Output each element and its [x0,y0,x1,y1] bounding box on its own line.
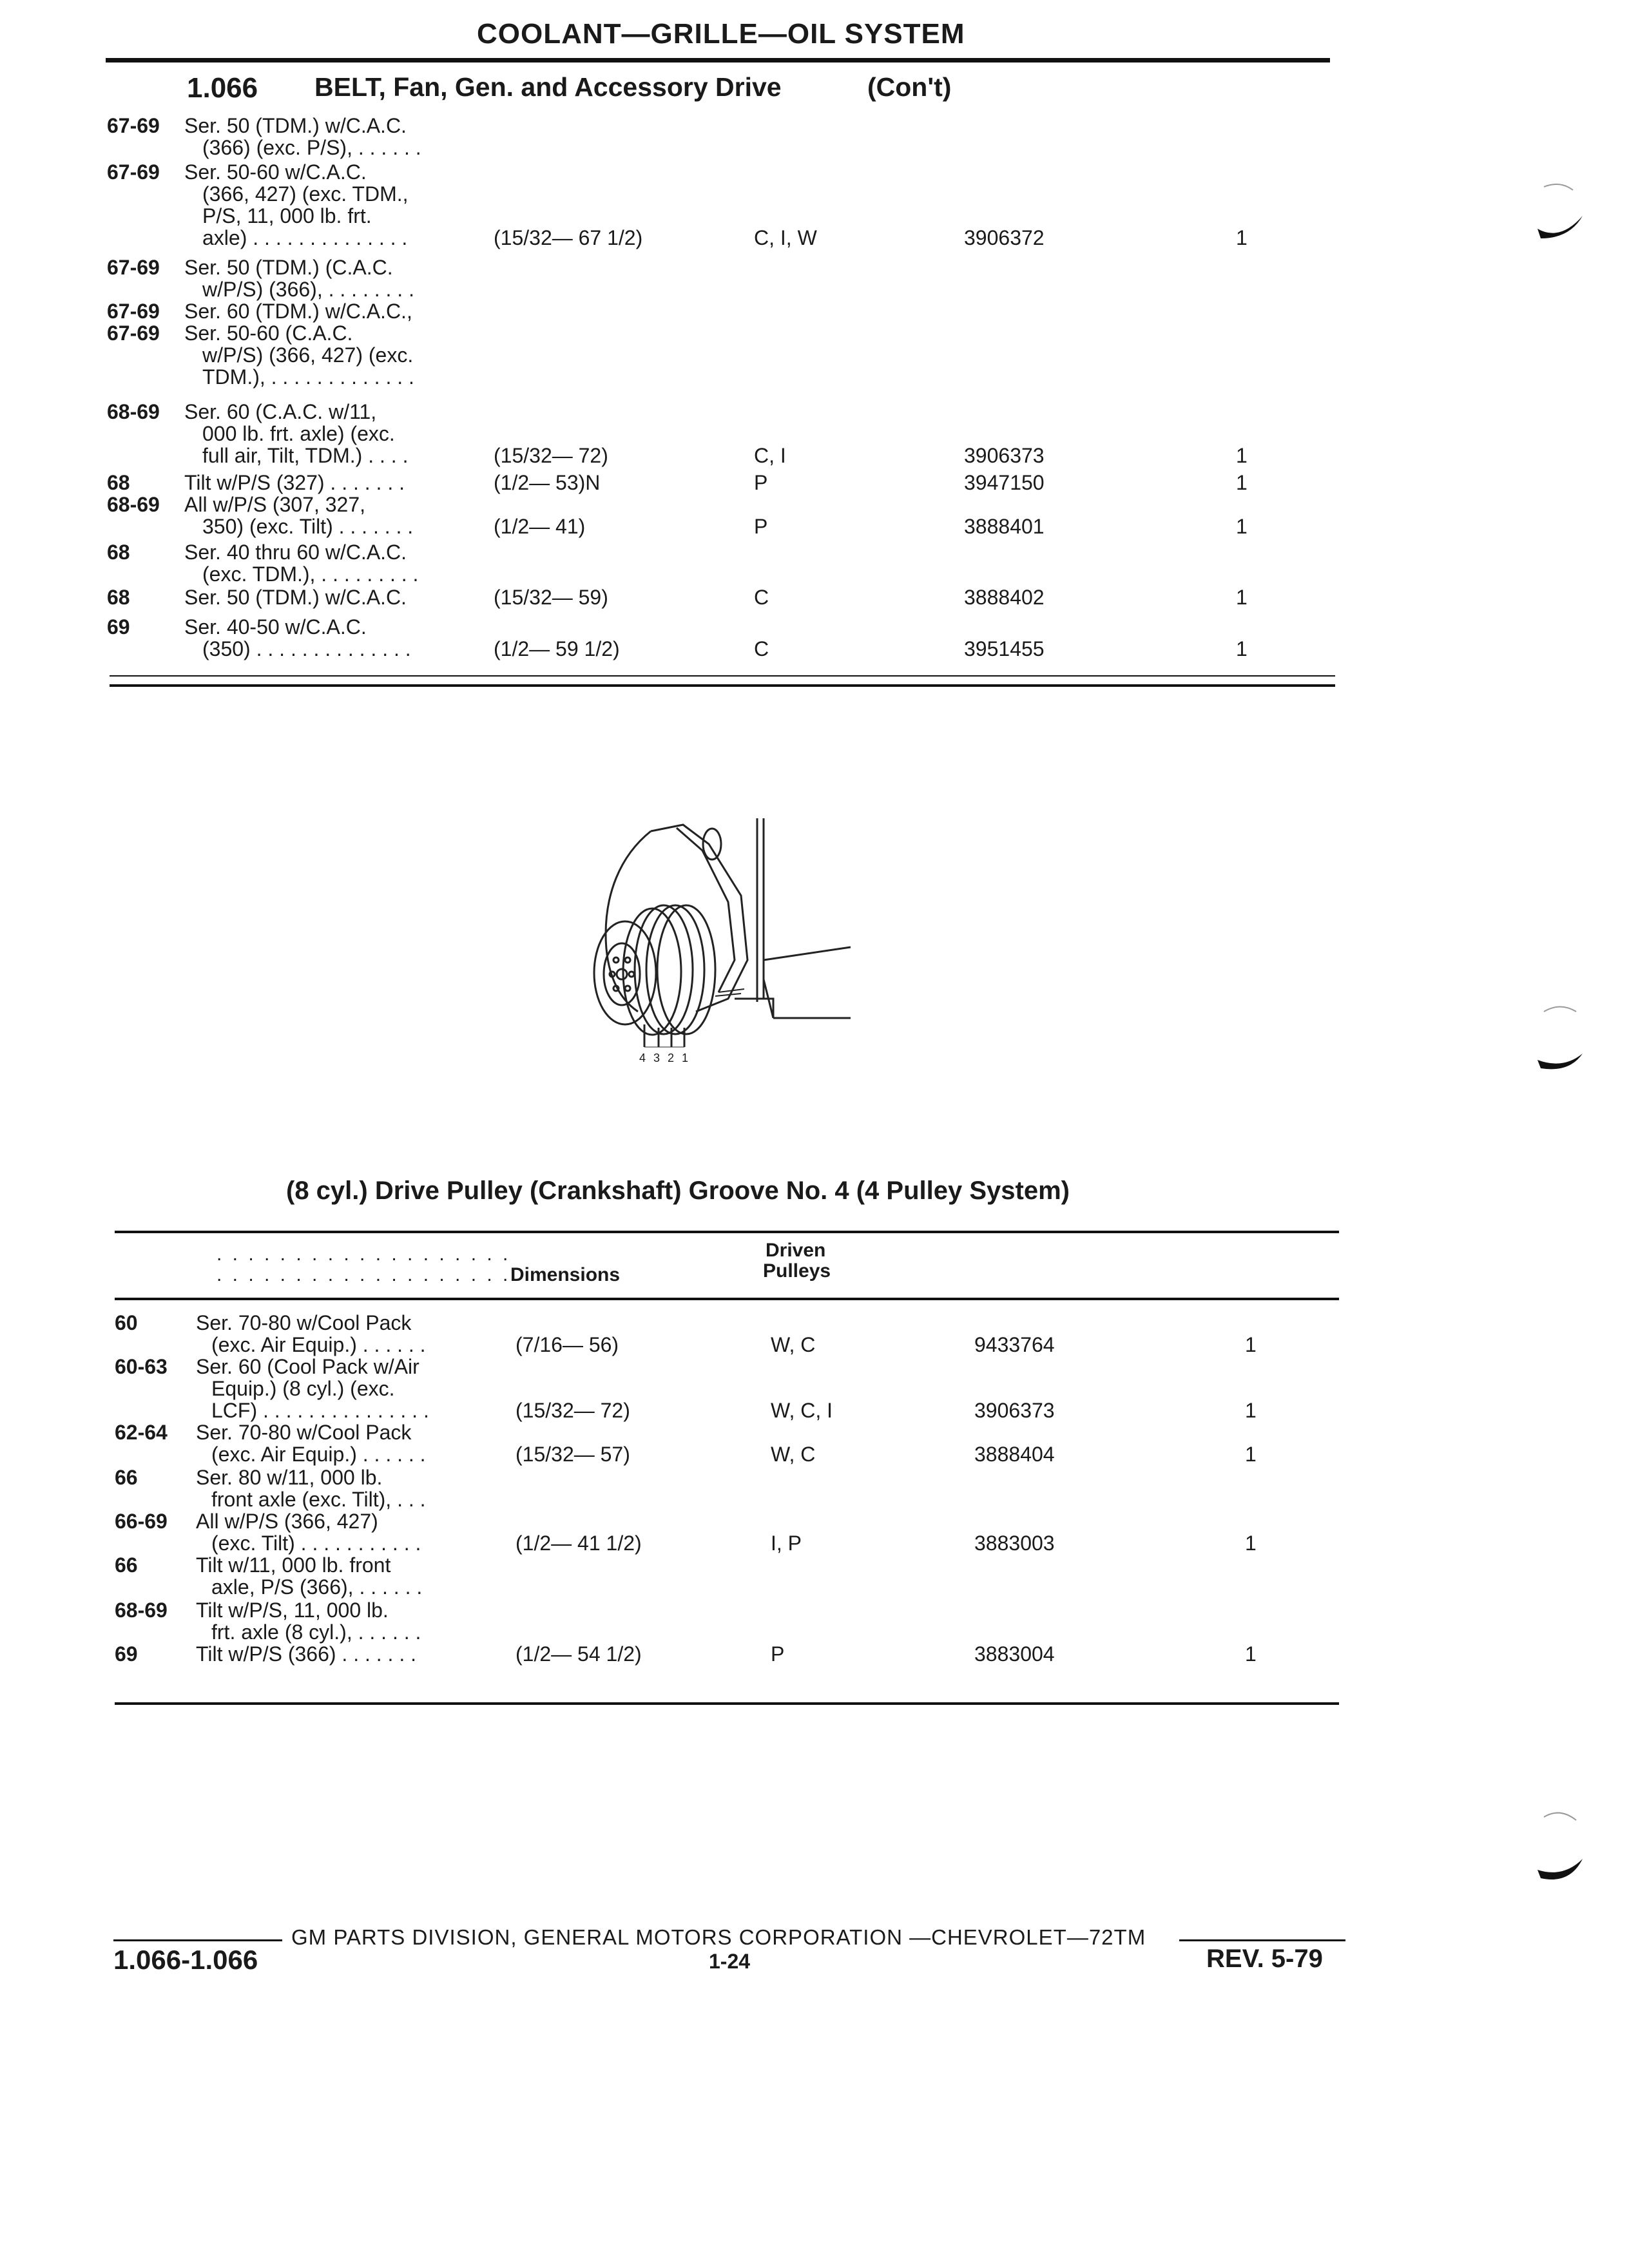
col-header-dimensions: Dimensions [510,1264,621,1285]
description-line: frt. axle (8 cyl.), . . . . . . [211,1620,421,1644]
table2-top-rule [115,1231,1339,1233]
part-number: 9433764 [974,1333,1055,1356]
application-description [184,541,418,585]
belt-dimensions: (1/2— 41) [494,515,586,538]
description-line: All w/P/S (307, 327, [184,493,366,516]
description-line: (exc. TDM.), . . . . . . . . . [202,562,419,586]
driven-pulleys: W, C [771,1443,816,1466]
model-year: 68 [107,541,130,564]
belt-dimensions: (15/32— 57) [516,1443,630,1466]
groove-label: 4 [639,1052,654,1064]
binder-mark-icon [1531,180,1589,264]
description-line: TDM.), . . . . . . . . . . . . . [202,365,414,389]
section-continued: (Con't) [867,72,952,102]
driven-pulleys: P [771,1642,785,1666]
subtable-title: (8 cyl.) Drive Pulley (Crankshaft) Groove No. 4 (4 Pulley System) [286,1177,1070,1205]
belt-dimensions: (1/2— 53)N [494,471,601,494]
description-line: 350) (exc. Tilt) . . . . . . . [202,515,414,538]
description-line: axle) . . . . . . . . . . . . . . [202,226,408,249]
quantity: 1 [1245,1333,1257,1356]
part-number: 3906373 [964,444,1045,467]
description-line: Tilt w/11, 000 lb. front [196,1553,391,1577]
pulley-illustration [580,805,857,1076]
belt-dimensions: (1/2— 41 1/2) [516,1532,642,1555]
belt-dimensions: (15/32— 72) [494,444,608,467]
application-description [184,322,414,388]
application-description [196,1643,416,1665]
application-description [196,1466,426,1510]
description-line: All w/P/S (366, 427) [196,1510,378,1533]
model-year: 68-69 [107,400,160,423]
part-number: 3888401 [964,515,1045,538]
quantity: 1 [1245,1642,1257,1666]
quantity: 1 [1236,471,1248,494]
description-line: Tilt w/P/S (366) . . . . . . . [196,1642,416,1666]
description-line: (exc. Air Equip.) . . . . . . [211,1443,426,1466]
application-description [184,256,414,300]
description-line: full air, Tilt, TDM.) . . . . [202,444,409,467]
application-description [196,1510,421,1554]
description-line: (366) (exc. P/S), . . . . . . [202,136,421,159]
model-year: 60-63 [115,1355,168,1378]
description-line: axle, P/S (366), . . . . . . [211,1575,423,1599]
description-line: Tilt w/P/S, 11, 000 lb. [196,1599,389,1622]
application-description [196,1421,426,1465]
quantity: 1 [1236,226,1248,249]
description-line: Ser. 50-60 w/C.A.C. [184,160,367,184]
groove-label: 3 [653,1052,668,1064]
model-year: 67-69 [107,256,160,279]
driven-pulleys: W, C [771,1333,816,1356]
description-line: Tilt w/P/S (327) . . . . . . . [184,471,405,494]
belt-dimensions: (15/32— 59) [494,586,608,609]
col-header-pulleys: Pulleys [763,1260,831,1282]
description-line: Ser. 50-60 (C.A.C. [184,322,353,345]
model-year: 67-69 [107,114,160,137]
part-number: 3888404 [974,1443,1055,1466]
quantity: 1 [1245,1399,1257,1422]
driven-pulleys: I, P [771,1532,802,1555]
quantity: 1 [1245,1532,1257,1555]
part-number: 3883004 [974,1642,1055,1666]
footer-rule-right [1179,1939,1345,1941]
page-title: COOLANT—GRILLE—OIL SYSTEM [477,18,965,50]
groove-labels [639,1052,696,1065]
application-description [196,1599,421,1643]
description-line: Ser. 80 w/11, 000 lb. [196,1466,383,1489]
description-line: (exc. Air Equip.) . . . . . . [211,1333,426,1356]
model-year: 67-69 [107,160,160,184]
belt-dimensions: (1/2— 54 1/2) [516,1642,642,1666]
footer-revision: REV. 5-79 [1206,1945,1323,1973]
description-line: Ser. 70-80 w/Cool Pack [196,1311,412,1334]
driven-pulleys: P [754,515,768,538]
description-line: w/P/S) (366), . . . . . . . . [202,278,414,301]
quantity: 1 [1245,1443,1257,1466]
description-line: Ser. 50 (TDM.) w/C.A.C. [184,114,407,137]
description-line: (350) . . . . . . . . . . . . . . [202,637,411,660]
driven-pulleys: C, I, W [754,226,817,249]
description-line: front axle (exc. Tilt), . . . [211,1488,426,1511]
table2-header-rule [115,1298,1339,1300]
application-description [184,472,405,494]
model-year: 66-69 [115,1510,168,1533]
description-line: Ser. 50 (TDM.) w/C.A.C. [184,586,407,609]
model-year: 60 [115,1311,138,1334]
application-description [196,1554,422,1598]
groove-label: 2 [668,1052,682,1064]
description-line: Ser. 60 (C.A.C. w/11, [184,400,377,423]
description-line: LCF) . . . . . . . . . . . . . . . [211,1399,429,1422]
application-description [196,1356,429,1421]
model-year: 68-69 [115,1599,168,1622]
belt-dimensions: (15/32— 67 1/2) [494,226,643,249]
model-year: 67-69 [107,322,160,345]
model-year: 69 [107,615,130,639]
description-line: Ser. 60 (Cool Pack w/Air [196,1355,419,1378]
footer-section-range: 1.066-1.066 [113,1945,258,1975]
footer-publisher: GM PARTS DIVISION, GENERAL MOTORS CORPORATION —CHEVROLET—72TM [291,1925,1146,1949]
belt-dimensions: (1/2— 59 1/2) [494,637,620,660]
description-line: w/P/S) (366, 427) (exc. [202,343,414,367]
driven-pulleys: C [754,637,769,660]
quantity: 1 [1236,586,1248,609]
footer-rule-left [113,1939,282,1941]
description-line: Ser. 70-80 w/Cool Pack [196,1421,412,1444]
description-line: Equip.) (8 cyl.) (exc. [211,1377,395,1400]
quantity: 1 [1236,637,1248,660]
driven-pulleys: W, C, I [771,1399,833,1422]
application-description [184,401,408,466]
model-year: 68 [107,471,130,494]
table1-rule-thin [110,675,1335,677]
part-number: 3947150 [964,471,1045,494]
description-line: Ser. 50 (TDM.) (C.A.C. [184,256,393,279]
driven-pulleys: P [754,471,768,494]
header-rule [106,58,1330,62]
belt-dimensions: (15/32— 72) [516,1399,630,1422]
header-dots: . . . . . . . . . . . . . . . . . . . [217,1244,511,1265]
application-description [184,616,411,660]
model-year: 68 [107,586,130,609]
driven-pulleys: C [754,586,769,609]
model-year: 68-69 [107,493,160,516]
part-number: 3883003 [974,1532,1055,1555]
model-year: 67-69 [107,300,160,323]
table2-bottom-rule [115,1702,1339,1705]
quantity: 1 [1236,444,1248,467]
description-line: 000 lb. frt. axle) (exc. [202,422,395,445]
model-year: 66 [115,1553,138,1577]
model-year: 69 [115,1642,138,1666]
part-number: 3906372 [964,226,1045,249]
application-description [196,1312,426,1356]
model-year: 66 [115,1466,138,1489]
model-year: 62-64 [115,1421,168,1444]
quantity: 1 [1236,515,1248,538]
application-description [184,300,412,322]
binder-mark-icon [1531,999,1589,1082]
application-description [184,115,421,159]
description-line: (exc. Tilt) . . . . . . . . . . . [211,1532,421,1555]
belt-dimensions: (7/16— 56) [516,1333,619,1356]
description-line: P/S, 11, 000 lb. frt. [202,204,372,227]
driven-pulleys: C, I [754,444,786,467]
application-description [184,586,407,608]
application-description [184,161,409,249]
header-dots: . . . . . . . . . . . . . . . . . . . [217,1264,511,1285]
description-line: Ser. 40 thru 60 w/C.A.C. [184,541,407,564]
section-name: BELT, Fan, Gen. and Accessory Drive [314,72,782,102]
application-description [184,494,413,537]
col-header-driven: Driven [766,1240,826,1261]
description-line: Ser. 60 (TDM.) w/C.A.C., [184,300,412,323]
part-number: 3888402 [964,586,1045,609]
table1-rule-thick [110,684,1335,687]
groove-label: 1 [682,1052,697,1064]
description-line: Ser. 40-50 w/C.A.C. [184,615,367,639]
part-number: 3906373 [974,1399,1055,1422]
footer-page-number: 1-24 [709,1950,751,1973]
binder-mark-icon [1531,1798,1589,1894]
description-line: (366, 427) (exc. TDM., [202,182,409,206]
part-number: 3951455 [964,637,1045,660]
section-number: 1.066 [187,72,258,104]
